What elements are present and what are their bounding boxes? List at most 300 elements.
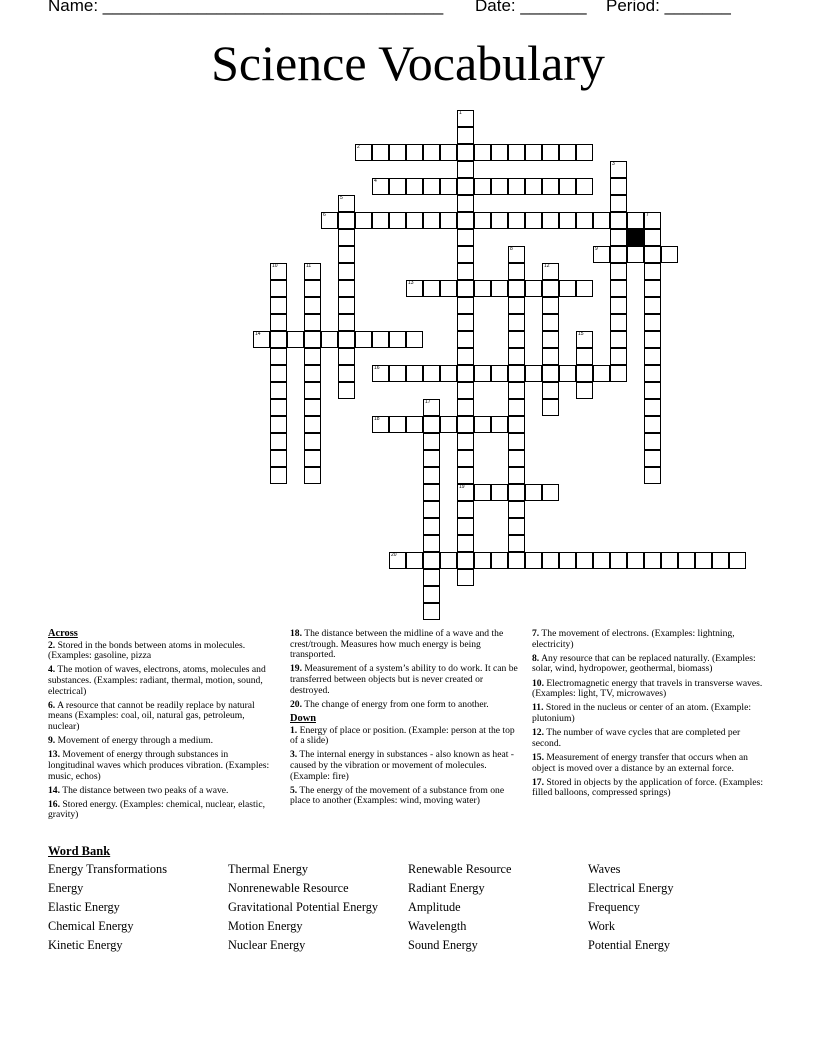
- crossword-cell[interactable]: [338, 195, 355, 212]
- crossword-cell[interactable]: [491, 280, 508, 297]
- crossword-cell[interactable]: [304, 263, 321, 280]
- crossword-cell[interactable]: [559, 365, 576, 382]
- clue-item: [48, 800, 273, 821]
- crossword-cell[interactable]: [644, 365, 661, 382]
- clue-number-label: 13.: [48, 749, 60, 761]
- crossword-cell[interactable]: [559, 212, 576, 229]
- clue-text: The internal energy in substances - also known as heat - caused by the vibration or movement of molecules. (Example: fire): [290, 749, 514, 782]
- crossword-cell[interactable]: [559, 144, 576, 161]
- crossword-cell[interactable]: [406, 144, 423, 161]
- crossword-cell[interactable]: [270, 314, 287, 331]
- crossword-cell[interactable]: [406, 331, 423, 348]
- crossword-cell[interactable]: [270, 365, 287, 382]
- crossword-cell[interactable]: [644, 280, 661, 297]
- word-bank-word: Electrical Energy: [588, 881, 674, 895]
- crossword-cell[interactable]: [542, 178, 559, 195]
- crossword-cell[interactable]: [542, 144, 559, 161]
- crossword-cell[interactable]: [457, 229, 474, 246]
- crossword-cell[interactable]: [304, 416, 321, 433]
- crossword-cell[interactable]: [508, 178, 525, 195]
- crossword-cell[interactable]: [406, 365, 423, 382]
- crossword-cell[interactable]: [542, 399, 559, 416]
- crossword-cell[interactable]: [610, 314, 627, 331]
- crossword-cell[interactable]: [457, 399, 474, 416]
- crossword-cell[interactable]: [576, 331, 593, 348]
- crossword-cell[interactable]: [457, 161, 474, 178]
- crossword-cell[interactable]: [321, 331, 338, 348]
- crossword-cell[interactable]: [304, 365, 321, 382]
- crossword-cell[interactable]: [593, 365, 610, 382]
- crossword-cell[interactable]: [644, 399, 661, 416]
- clue-number: 4: [374, 178, 377, 184]
- crossword-cell[interactable]: [491, 178, 508, 195]
- clue-number-label: 14.: [48, 784, 60, 796]
- word-bank-word: Nuclear Energy: [228, 938, 306, 952]
- across-heading: Across: [48, 628, 78, 639]
- crossword-cell[interactable]: [338, 331, 355, 348]
- crossword-cell[interactable]: [610, 229, 627, 246]
- crossword-cell[interactable]: [389, 552, 406, 569]
- crossword-cell[interactable]: [338, 229, 355, 246]
- crossword-cell[interactable]: [712, 552, 729, 569]
- crossword-cell[interactable]: [457, 263, 474, 280]
- crossword-cell[interactable]: [610, 365, 627, 382]
- crossword-cell[interactable]: [457, 178, 474, 195]
- crossword-cell[interactable]: [474, 280, 491, 297]
- crossword-cell[interactable]: [457, 297, 474, 314]
- crossword-cell[interactable]: [372, 416, 389, 433]
- crossword-cell[interactable]: [508, 280, 525, 297]
- crossword-cell[interactable]: [372, 178, 389, 195]
- crossword-cell[interactable]: [644, 246, 661, 263]
- clue-item: [48, 736, 273, 747]
- word-bank-word: Energy: [48, 881, 84, 895]
- clue-text: Stored in objects by the application of force. (Examples: filled balloons, compressed springs): [532, 776, 763, 799]
- crossword-cell[interactable]: [508, 144, 525, 161]
- crossword-cell[interactable]: [270, 399, 287, 416]
- clue-item: [48, 701, 273, 733]
- crossword-cell[interactable]: [576, 144, 593, 161]
- clue-item: [532, 679, 764, 700]
- crossword-cell[interactable]: [508, 348, 525, 365]
- crossword-cell[interactable]: [338, 365, 355, 382]
- crossword-cell[interactable]: [542, 297, 559, 314]
- crossword-cell[interactable]: [729, 552, 746, 569]
- crossword-cell[interactable]: [338, 382, 355, 399]
- crossword-cell[interactable]: [525, 178, 542, 195]
- crossword-cell[interactable]: [457, 110, 474, 127]
- crossword-cell[interactable]: [423, 603, 440, 620]
- crossword-cell[interactable]: [593, 552, 610, 569]
- crossword-cell[interactable]: [644, 212, 661, 229]
- crossword-cell[interactable]: [457, 365, 474, 382]
- crossword-cell[interactable]: [474, 144, 491, 161]
- crossword-cell[interactable]: [661, 246, 678, 263]
- word-bank-word: Kinetic Energy: [48, 938, 123, 952]
- crossword-cell[interactable]: [457, 144, 474, 161]
- clue-number: 13: [408, 280, 414, 286]
- crossword-cell[interactable]: [576, 348, 593, 365]
- crossword-cell[interactable]: [338, 280, 355, 297]
- crossword-cell[interactable]: [457, 246, 474, 263]
- clue-text: Electromagnetic energy that travels in transverse waves. (Examples: light, TV, microwaves): [532, 677, 763, 700]
- crossword-cell[interactable]: [525, 212, 542, 229]
- crossword-cell[interactable]: [338, 348, 355, 365]
- crossword-cell[interactable]: [406, 552, 423, 569]
- crossword-cell[interactable]: [525, 552, 542, 569]
- clue-item: [48, 641, 273, 662]
- word-bank-word: Amplitude: [408, 900, 461, 914]
- crossword-cell[interactable]: [610, 552, 627, 569]
- crossword-cell[interactable]: [457, 518, 474, 535]
- crossword-block: [627, 229, 644, 246]
- crossword-cell[interactable]: [644, 314, 661, 331]
- clue-text: Measurement of a system’s ability to do work. It can be transferred between objects but is never created or destroyed.: [290, 663, 518, 696]
- clue-text: Stored in the bonds between atoms in molecules. (Examples: gasoline, pizza: [48, 639, 246, 662]
- crossword-cell[interactable]: [491, 552, 508, 569]
- clue-text: The energy of the movement of a substance from one place to another (Examples: wind, moving water): [290, 784, 505, 807]
- crossword-cell[interactable]: [542, 314, 559, 331]
- crossword-cell[interactable]: [338, 246, 355, 263]
- crossword-cell[interactable]: [508, 484, 525, 501]
- crossword-cell[interactable]: [627, 246, 644, 263]
- crossword-cell[interactable]: [644, 552, 661, 569]
- crossword-cell[interactable]: [372, 365, 389, 382]
- crossword-cell[interactable]: [508, 450, 525, 467]
- clue-number-label: 1.: [290, 724, 298, 736]
- crossword-cell[interactable]: [440, 144, 457, 161]
- crossword-cell[interactable]: [457, 212, 474, 229]
- crossword-cell[interactable]: [457, 127, 474, 144]
- crossword-cell[interactable]: [423, 501, 440, 518]
- crossword-cell[interactable]: [542, 331, 559, 348]
- crossword-cell[interactable]: [423, 484, 440, 501]
- crossword-cell[interactable]: [372, 331, 389, 348]
- crossword-cell[interactable]: [508, 382, 525, 399]
- crossword-cell[interactable]: [695, 552, 712, 569]
- crossword-cell[interactable]: [457, 569, 474, 586]
- clue-number: 19: [459, 484, 465, 490]
- crossword-cell[interactable]: [491, 144, 508, 161]
- crossword-cell[interactable]: [457, 331, 474, 348]
- crossword-cell[interactable]: [423, 586, 440, 603]
- crossword-cell[interactable]: [389, 178, 406, 195]
- crossword-cell[interactable]: [610, 297, 627, 314]
- crossword-cell[interactable]: [423, 433, 440, 450]
- crossword-cell[interactable]: [508, 331, 525, 348]
- crossword-cell[interactable]: [440, 416, 457, 433]
- crossword-cell[interactable]: [508, 297, 525, 314]
- crossword-cell[interactable]: [644, 382, 661, 399]
- crossword-cell[interactable]: [270, 297, 287, 314]
- crossword-cell[interactable]: [525, 365, 542, 382]
- crossword-cell[interactable]: [338, 263, 355, 280]
- crossword-cell[interactable]: [508, 535, 525, 552]
- crossword-cell[interactable]: [423, 212, 440, 229]
- crossword-cell[interactable]: [304, 280, 321, 297]
- crossword-cell[interactable]: [576, 382, 593, 399]
- crossword-cell[interactable]: [457, 484, 474, 501]
- crossword-cell[interactable]: [423, 280, 440, 297]
- crossword-cell[interactable]: [508, 416, 525, 433]
- crossword-cell[interactable]: [423, 450, 440, 467]
- crossword-cell[interactable]: [253, 331, 270, 348]
- crossword-cell[interactable]: [627, 552, 644, 569]
- crossword-cell[interactable]: [661, 552, 678, 569]
- crossword-cell[interactable]: [508, 501, 525, 518]
- crossword-cell[interactable]: [338, 212, 355, 229]
- crossword-cell[interactable]: [423, 416, 440, 433]
- word-bank-word: Motion Energy: [228, 919, 303, 933]
- crossword-cell[interactable]: [525, 144, 542, 161]
- crossword-cell[interactable]: [610, 178, 627, 195]
- crossword-cell[interactable]: [457, 501, 474, 518]
- crossword-cell[interactable]: [321, 212, 338, 229]
- clue-item: [290, 786, 523, 807]
- crossword-cell[interactable]: [389, 331, 406, 348]
- crossword-cell[interactable]: [508, 518, 525, 535]
- crossword-cell[interactable]: [270, 416, 287, 433]
- word-bank-word: Sound Energy: [408, 938, 478, 952]
- crossword-cell[interactable]: [270, 331, 287, 348]
- clue-item: [532, 654, 764, 675]
- crossword-cell[interactable]: [270, 348, 287, 365]
- clue-number: 18: [374, 416, 380, 422]
- crossword-cell[interactable]: [542, 484, 559, 501]
- crossword-cell[interactable]: [270, 280, 287, 297]
- clue-number: 12: [544, 263, 550, 269]
- crossword-cell[interactable]: [304, 348, 321, 365]
- crossword-cell[interactable]: [372, 144, 389, 161]
- clue-number-label: 2.: [48, 639, 56, 651]
- crossword-cell[interactable]: [406, 212, 423, 229]
- crossword-cell[interactable]: [457, 450, 474, 467]
- crossword-cell[interactable]: [474, 365, 491, 382]
- crossword-cell[interactable]: [576, 280, 593, 297]
- crossword-cell[interactable]: [508, 552, 525, 569]
- crossword-cell[interactable]: [542, 382, 559, 399]
- crossword-cell[interactable]: [304, 450, 321, 467]
- crossword-cell[interactable]: [644, 416, 661, 433]
- crossword-cell[interactable]: [508, 263, 525, 280]
- crossword-cell[interactable]: [644, 348, 661, 365]
- crossword-cell[interactable]: [372, 212, 389, 229]
- crossword-cell[interactable]: [525, 484, 542, 501]
- crossword-cell[interactable]: [491, 365, 508, 382]
- crossword-cell[interactable]: [270, 467, 287, 484]
- crossword-cell[interactable]: [559, 280, 576, 297]
- crossword-cell[interactable]: [644, 297, 661, 314]
- crossword-cell[interactable]: [576, 365, 593, 382]
- crossword-cell[interactable]: [389, 212, 406, 229]
- crossword-cell[interactable]: [440, 280, 457, 297]
- clue-number-label: 11.: [532, 702, 544, 714]
- crossword-cell[interactable]: [610, 348, 627, 365]
- word-bank-column: [48, 862, 228, 957]
- crossword-cell[interactable]: [338, 297, 355, 314]
- crossword-cell[interactable]: [508, 467, 525, 484]
- crossword-cell[interactable]: [508, 365, 525, 382]
- crossword-cell[interactable]: [406, 178, 423, 195]
- crossword-cell[interactable]: [304, 314, 321, 331]
- crossword-cell[interactable]: [542, 348, 559, 365]
- word-bank-word: Elastic Energy: [48, 900, 120, 914]
- crossword-cell[interactable]: [304, 382, 321, 399]
- crossword-cell[interactable]: [270, 450, 287, 467]
- crossword-cell[interactable]: [423, 518, 440, 535]
- clue-number: 2: [357, 144, 360, 150]
- word-bank-word: Energy Transformations: [48, 862, 167, 876]
- crossword-cell[interactable]: [644, 450, 661, 467]
- crossword-cell[interactable]: [270, 382, 287, 399]
- clue-item: [532, 753, 764, 774]
- clue-number-label: 19.: [290, 663, 302, 675]
- word-bank-column: [408, 862, 588, 957]
- crossword-cell[interactable]: [304, 297, 321, 314]
- crossword-cell[interactable]: [593, 212, 610, 229]
- crossword-cell[interactable]: [389, 144, 406, 161]
- crossword-cell[interactable]: [542, 212, 559, 229]
- clue-item: [290, 750, 523, 782]
- crossword-cell[interactable]: [423, 144, 440, 161]
- crossword-cell[interactable]: [627, 212, 644, 229]
- crossword-cell[interactable]: [389, 365, 406, 382]
- crossword-cell[interactable]: [576, 552, 593, 569]
- crossword-cell[interactable]: [474, 552, 491, 569]
- crossword-cell[interactable]: [440, 365, 457, 382]
- clue-number-label: 16.: [48, 798, 60, 810]
- crossword-cell[interactable]: [644, 467, 661, 484]
- crossword-cell[interactable]: [423, 552, 440, 569]
- crossword-cell[interactable]: [644, 263, 661, 280]
- crossword-cell[interactable]: [542, 552, 559, 569]
- crossword-cell[interactable]: [304, 331, 321, 348]
- crossword-cell[interactable]: [287, 331, 304, 348]
- crossword-cell[interactable]: [440, 552, 457, 569]
- crossword-cell[interactable]: [304, 399, 321, 416]
- crossword-cell[interactable]: [491, 212, 508, 229]
- crossword-cell[interactable]: [355, 212, 372, 229]
- crossword-cell[interactable]: [440, 212, 457, 229]
- crossword-cell[interactable]: [474, 212, 491, 229]
- clue-text: The number of wave cycles that are completed per second.: [532, 727, 741, 749]
- crossword-cell[interactable]: [457, 382, 474, 399]
- crossword-cell[interactable]: [270, 263, 287, 280]
- crossword-cell[interactable]: [355, 331, 372, 348]
- crossword-cell[interactable]: [610, 263, 627, 280]
- crossword-cell[interactable]: [491, 416, 508, 433]
- clue-number-label: 12.: [532, 727, 544, 739]
- crossword-cell[interactable]: [525, 280, 542, 297]
- crossword-cell[interactable]: [610, 161, 627, 178]
- crossword-cell[interactable]: [644, 433, 661, 450]
- crossword-cell[interactable]: [304, 467, 321, 484]
- clues-column-3: [532, 629, 764, 802]
- crossword-cell[interactable]: [474, 484, 491, 501]
- clue-item: [290, 629, 523, 661]
- crossword-cell[interactable]: [457, 467, 474, 484]
- crossword-cell[interactable]: [508, 399, 525, 416]
- clues-column-1: [48, 629, 273, 825]
- word-bank-column: [228, 862, 408, 957]
- crossword-cell[interactable]: [423, 467, 440, 484]
- crossword-cell[interactable]: [542, 263, 559, 280]
- crossword-cell[interactable]: [355, 144, 372, 161]
- crossword-cell[interactable]: [508, 314, 525, 331]
- clue-item: [48, 786, 273, 797]
- crossword-cell[interactable]: [423, 178, 440, 195]
- crossword-cell[interactable]: [457, 416, 474, 433]
- crossword-cell[interactable]: [644, 229, 661, 246]
- crossword-cell[interactable]: [423, 365, 440, 382]
- crossword-cell[interactable]: [406, 416, 423, 433]
- crossword-cell[interactable]: [474, 178, 491, 195]
- crossword-cell[interactable]: [491, 484, 508, 501]
- crossword-cell[interactable]: [457, 552, 474, 569]
- clue-number: 5: [340, 195, 343, 201]
- crossword-cell[interactable]: [678, 552, 695, 569]
- crossword-cell[interactable]: [457, 195, 474, 212]
- word-bank-title: Word Bank: [48, 844, 111, 858]
- crossword-cell[interactable]: [457, 433, 474, 450]
- crossword-cell[interactable]: [423, 535, 440, 552]
- clue-number: 6: [323, 212, 326, 218]
- crossword-cell[interactable]: [508, 433, 525, 450]
- crossword-cell[interactable]: [576, 212, 593, 229]
- crossword-cell[interactable]: [270, 433, 287, 450]
- crossword-cell[interactable]: [559, 552, 576, 569]
- clue-number: 20: [391, 552, 397, 558]
- crossword-cell[interactable]: [457, 348, 474, 365]
- clues-column-2: [290, 629, 523, 810]
- crossword-cell[interactable]: [593, 246, 610, 263]
- crossword-cell[interactable]: [457, 535, 474, 552]
- clue-number: 11: [306, 263, 312, 269]
- crossword-cell[interactable]: [389, 416, 406, 433]
- crossword-cell[interactable]: [457, 280, 474, 297]
- crossword-cell[interactable]: [508, 212, 525, 229]
- crossword-cell[interactable]: [644, 331, 661, 348]
- crossword-cell[interactable]: [474, 416, 491, 433]
- crossword-cell[interactable]: [559, 178, 576, 195]
- crossword-cell[interactable]: [610, 246, 627, 263]
- crossword-cell[interactable]: [338, 314, 355, 331]
- crossword-cell[interactable]: [440, 178, 457, 195]
- word-bank-word: Work: [588, 919, 616, 933]
- clue-number-label: 4.: [48, 664, 56, 676]
- crossword-cell[interactable]: [610, 212, 627, 229]
- crossword-cell[interactable]: [406, 280, 423, 297]
- header-period: Period: _______: [606, 0, 731, 15]
- crossword-cell[interactable]: [423, 399, 440, 416]
- crossword-cell[interactable]: [576, 178, 593, 195]
- crossword-cell[interactable]: [423, 569, 440, 586]
- crossword-cell[interactable]: [542, 280, 559, 297]
- word-bank-word: Radiant Energy: [408, 881, 485, 895]
- crossword-cell[interactable]: [304, 433, 321, 450]
- crossword-cell[interactable]: [508, 246, 525, 263]
- crossword-cell[interactable]: [610, 280, 627, 297]
- clue-item: [532, 778, 764, 799]
- crossword-cell[interactable]: [610, 195, 627, 212]
- crossword-cell[interactable]: [457, 314, 474, 331]
- crossword-cell[interactable]: [610, 331, 627, 348]
- header-date: Date: _______: [475, 0, 587, 15]
- header-name: Name: ____________________________________: [48, 0, 444, 15]
- clue-number: 7: [646, 212, 649, 218]
- clue-text: Measurement of energy transfer that occurs when an object is moved over a distance by an external force.: [532, 751, 748, 774]
- crossword-cell[interactable]: [542, 365, 559, 382]
